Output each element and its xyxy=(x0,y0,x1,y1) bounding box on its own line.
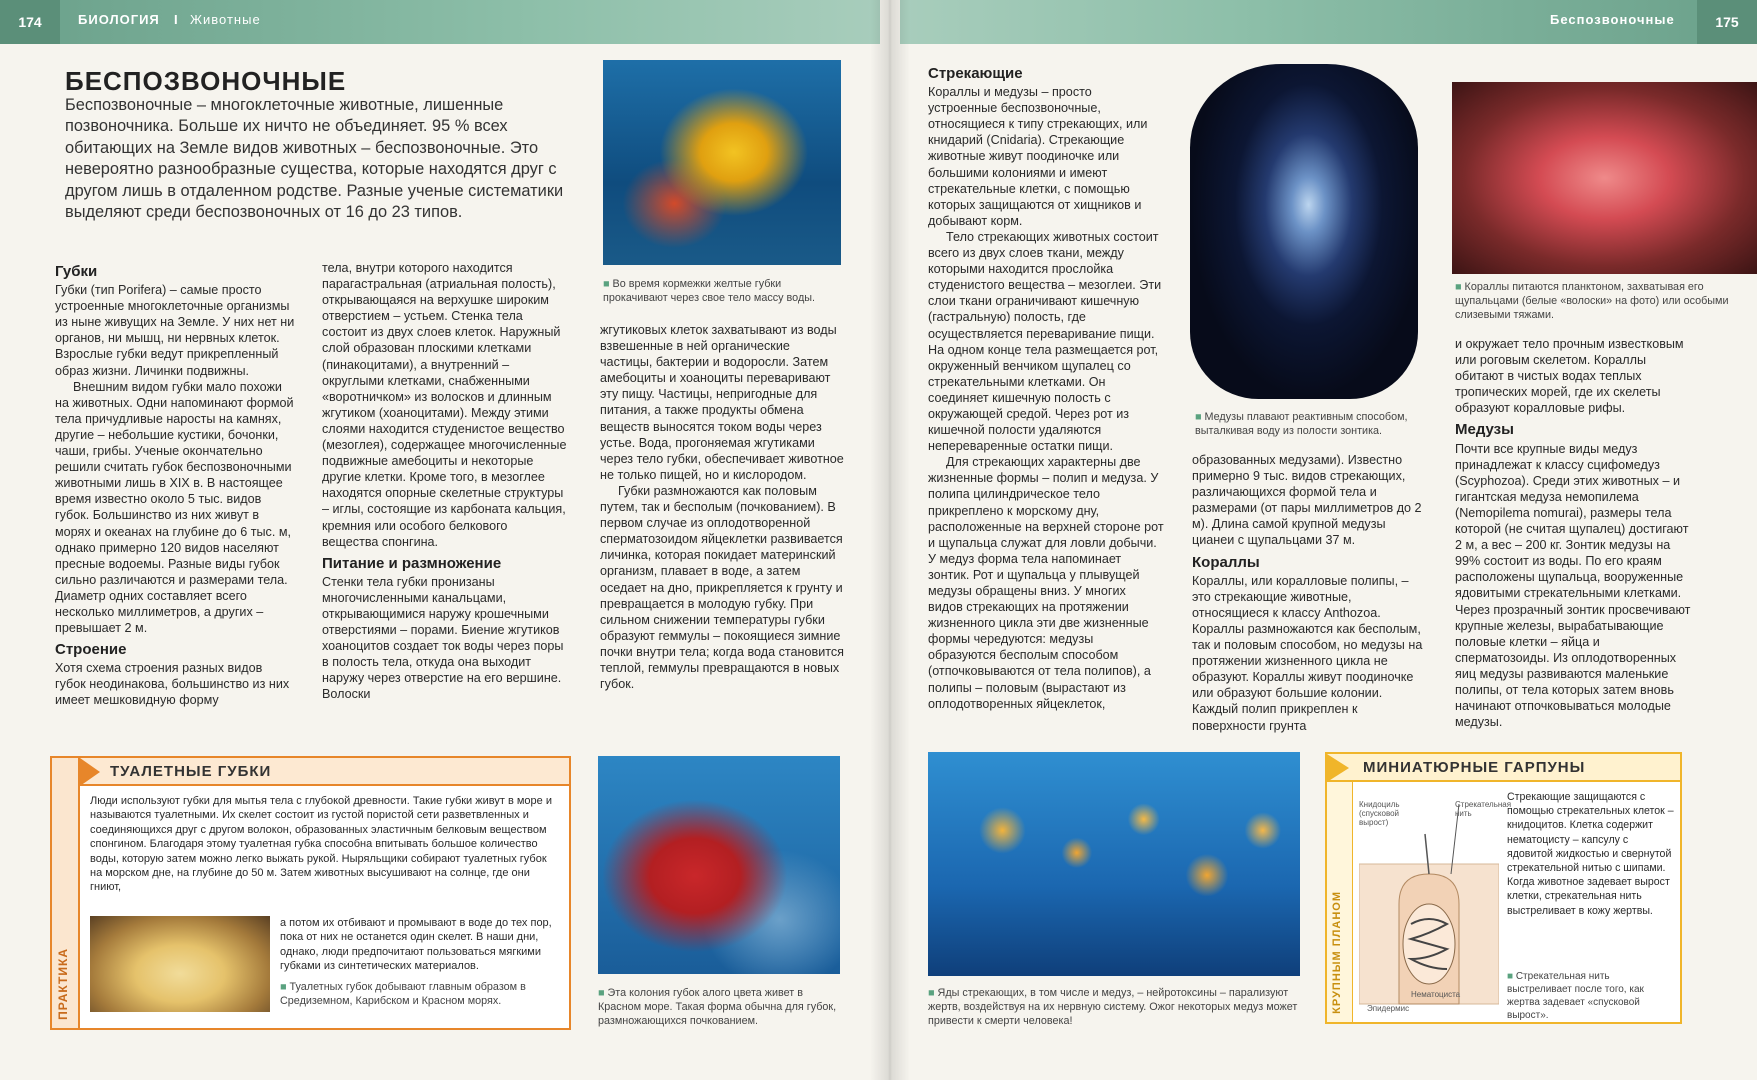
column-2 xyxy=(322,260,567,703)
paragraph: Для стрекающих характерны две жизненные формы – полип и медуза. У полипа цилиндрическое тело прикреплено к морскому дну, расположенные на верхней стороне рот и щупальца служат для ловли добычи. У медуз форма тела напоминает зонтик. Рот и щупальца у плывущей медузы обращены вниз. У многих видов стрекающих на протяжении жизненного цикла эти две жизненные формы чередуются: медузы образуются бесполым способом (отпочковываются от тела полипов), а полипы – половым (вырастают из оплодотворенных яйцеклеток, xyxy=(928,455,1164,711)
paragraph: Тело стрекающих животных состоит всего из двух слоев ткани, между которыми находится прослойка студенистого вещества – мезоглеи. Эти слои ткани ограничивают кишечную (гастральную) полость, где осуществляется переваривание пищи. На одном конце тела размещается рот, окруженный венчиком щупалец со стрекательными клетками. Он соединяет кишечную полость с окружающей средой. Через рот из кишечной полости удаляются непереваренные остатки пищи. xyxy=(928,229,1162,454)
caption-sponge: ■ Во время кормежки желтые губки прокачивают через свое тело массу воды. xyxy=(603,278,815,304)
practice-side-bar xyxy=(52,758,80,1028)
label-epidermis: Эпидермис xyxy=(1367,1004,1410,1013)
page-number-right: 175 xyxy=(1697,0,1757,44)
cnidocyte-diagram xyxy=(1359,794,1512,1014)
red-sponge-colony-photo xyxy=(598,756,840,974)
column-4 xyxy=(928,66,1164,712)
heading-jellyfish: Медузы xyxy=(1455,421,1514,439)
practice-text-2: а потом их отбивают и промывают в воде до тех пор, пока от них не останется один скелет. В наши дни, однако, люди предпочитают пользоваться мягкими губками из синтетических материалов. xyxy=(280,917,552,973)
cnidocyte-illustration xyxy=(1359,794,1512,1014)
yellow-sponge-photo xyxy=(603,60,841,265)
caption-medusa: ■ Медузы плавают реактивным способом, выталкивая воду из полости зонтика. xyxy=(1195,411,1408,437)
heading-structure: Строение xyxy=(55,641,127,659)
heading-corals: Кораллы xyxy=(1192,553,1260,571)
caption-harpoon: ■ Стрекательная нить выстреливает после того, как жертва задевает «спусковой вырост». xyxy=(1507,971,1644,1021)
chevron-right-icon xyxy=(1327,754,1349,782)
paragraph: жгутиковых клеток захватывают из воды взвешенные в ней органические частицы, бактерии и водоросли. Затем амебоциты и хоаноциты переваривают эту пищу. Частицы, непригодные для питания, а также продукты обмена веществ выносятся током воды через устье. Вода, прогоняемая жгутиками через тело губки, обеспечивает животное не только пищей, но и кислородом. xyxy=(600,323,844,482)
paragraph: и окружает тело прочным известковым или роговым скелетом. Кораллы обитают в чистых водах теплых тропических морей, где их скелеты образуют коралловые рифы. xyxy=(1455,337,1684,416)
heading-cnidaria: Стрекающие xyxy=(928,65,1023,82)
closeup-box-header xyxy=(1327,754,1680,782)
column-5 xyxy=(1192,452,1430,734)
paragraph: Губки размножаются как половым путем, так и бесполым (почкованием). В первом случае из оплодотворенной сперматозоидом яйцеклетки развивается личинка, которая покидает материнский организм, плавает в воде, а затем оседает на дно, прикрепляется к грунту и превращается в молодую губку. При сильном снижении температуры губки образуют геммулы – покоящиеся зимние почки внутри тела; когда вода становится теплой, геммулы превращаются в новых губок. xyxy=(600,483,844,692)
closeup-box-title: МИНИАТЮРНЫЕ ГАРПУНЫ xyxy=(1363,759,1586,776)
page-header-right xyxy=(900,0,1757,44)
practice-text-1: Люди используют губки для мытья тела с глубокой древности. Такие губки живут в море и называются туалетными. Их скелет состоит из густой пористой сети разветвленных и соединяющихся друг с другом волокон, образованных эластичным белковым веществом спонгином. Благодаря этому туалетная губка способна впитывать большое количество воды, которую затем можно легко выжать рукой. Ныряльщики собирают туалетных губок на морском дне, на глубине до 50 м. Затем животных высушивают на солнце, где они гниют, xyxy=(90,795,552,894)
coral-gorgonian-photo xyxy=(1452,82,1757,274)
paragraph: Кораллы, или коралловые полипы, – это стрекающие животные, относящиеся к классу Anthozoa. Кораллы размножаются как бесполым, так и половым способом, но медузы на протяжении жизненного цикла не образуют. Кораллы живут поодиночке или образуют большие колонии. Каждый полип прикреплен к поверхности грунта xyxy=(1192,573,1423,733)
paragraph: Стенки тела губки пронизаны многочисленными канальцами, открывающимися наружу крошечными отверстиями – порами. Биение жгутиков хоаноцитов создает ток воды через поры в полость тела, откуда она выходит наружу через отверстие на его вершине. Волоски xyxy=(322,574,564,702)
label-thread: Стрекательная нить xyxy=(1455,800,1512,818)
practice-box-toilet-sponges xyxy=(50,756,571,1030)
heading-sponges: Губки xyxy=(55,263,98,280)
paragraph: тела, внутри которого находится парагастральная (атриальная полость), открывающаяся на верхушке широким отверстием – устьем. Стенка тела состоит из двух слоев клеток. Наружный слой образован плоскими клетками (пинакоцитами), а внутренний – округлыми клетками, снабженными «воротничком» из волосков и длинным жгутиком (хоаноцитами). Между этими слоями находится студенистое вещество (мезоглея), содержащее многочисленные подвижные амебоциты и некоторые другие клетки. Кроме того, в мезоглее находятся опорные скелетные структуры – иглы, состоящие из карбоната кальция, кремния или особого белкового вещества спонгина. xyxy=(322,261,567,549)
intro-paragraph: Беспозвоночные – многоклеточные животные, лишенные позвоночника. Больше их ничто не объединяет. 95 % всех обитающих на Земле видов животных – беспозвоночные. Это невероятно разнообразные существа, которые находятся друг с другом лишь в отдаленном родстве. Разные ученые систематики выделяют среди беспозвоночных от 16 до 23 типов. xyxy=(65,96,564,222)
closeup-box-harpoons xyxy=(1325,752,1682,1024)
jellyfish-group-photo xyxy=(928,752,1300,976)
closeup-text-1: Стрекающие защищаются с помощью стрекательных клеток – книдоцитов. Клетка содержит нематоцисту – капсулу с ядовитой жидкостью и свернутой стрекательной нитью с шипами. Когда животное задевает вырост клетки, стрекательная нить выстреливает в кожу жертвы. xyxy=(1507,791,1674,917)
header-separator: I xyxy=(174,12,179,27)
label-nematocyst: Нематоциста xyxy=(1411,990,1461,999)
paragraph: Губки (тип Porifera) – самые просто устроенные многоклеточные организмы из ныне живущих на Земле. У них нет ни органов, ни мышц, ни нервных клеток. Взрослые губки ведут прикрепленный образ жизни. Личинки подвижны. xyxy=(55,283,295,378)
book-gutter xyxy=(870,0,910,1080)
label-cnidocil: Книдоциль (спусковой вырост) xyxy=(1359,800,1400,827)
caption-toilet: ■ Туалетных губок добывают главным образом в Средиземном, Карибском и Красном морях. xyxy=(280,981,526,1007)
page-header-left xyxy=(0,0,880,44)
medusa-photo xyxy=(1190,64,1418,399)
column-1 xyxy=(55,258,295,709)
section-name: БИОЛОГИЯ xyxy=(78,12,160,27)
paragraph: Хотя схема строения разных видов губок неодинакова, большинство из них имеет мешковидную форму xyxy=(55,661,290,708)
practice-side-label: ПРАКТИКА xyxy=(56,948,70,1020)
caption-jellies: ■ Яды стрекающих, в том числе и медуз, – нейротоксины – парализуют жертв, воздействуя на их нервную систему. Ожог некоторых медуз может привести к смерти человека! xyxy=(928,987,1298,1027)
toilet-sponges-photo xyxy=(90,916,270,1012)
page-number-left: 174 xyxy=(0,0,60,44)
paragraph: Кораллы и медузы – просто устроенные беспозвоночные, относящиеся к типу стрекающих, или книдарий (Cnidaria). Стрекающие животные живут поодиночке или большими колониями и имеют стрекательные клетки, с помощью которых защищаются от хищников и добывают корм. xyxy=(928,85,1148,228)
subsection-name: Животные xyxy=(190,12,261,27)
chapter-name: Беспозвоночные xyxy=(1550,12,1675,27)
paragraph: Внешним видом губки мало похожи на животных. Одни напоминают формой тела причудливые наросты на камнях, другие – небольшие кустики, бочонки, чаши, грибы. Ученые окончательно решили считать губок беспозвоночными животными лишь в XIX в. В настоящее время известно около 5 тыс. видов губок. Большинство из них живут в морях и океанах на глубине до 6 тыс. м, однако примерно 120 видов населяют пресные водоемы. Разные виды губок сильно различаются и размерами тела. Диаметр одних составляет всего несколько миллиметров, а других – превышает 2 м. xyxy=(55,379,294,636)
caption-red-colony: ■ Эта колония губок алого цвета живет в Красном море. Такая форма обычна для губок, размножающихся почкованием. xyxy=(598,987,837,1027)
closeup-side-label: КРУПНЫМ ПЛАНОМ xyxy=(1331,891,1343,1014)
caption-gorgon: ■ Кораллы питаются планктоном, захватывая его щупальцами (белые «волоски» на фото) или особыми слизевыми тяжами. xyxy=(1455,281,1729,321)
closeup-side-bar xyxy=(1327,782,1353,1022)
chevron-right-icon xyxy=(80,758,100,786)
paragraph: образованных медузами). Известно примерно 9 тыс. видов стрекающих, различающихся формой тела и размерами (от пары миллиметров до 2 м). Длина самой крупной медузы цианеи с щупальцами 37 м. xyxy=(1192,453,1422,548)
practice-box-header xyxy=(80,758,569,786)
heading-feeding: Питание и размножение xyxy=(322,554,502,572)
paragraph: Почти все крупные виды медуз принадлежат к классу сцифомедуз (Scyphozoa). Среди этих животных – и гигантская медуза немопилема (Nemopilema nomurai), размеры тела которой (не считая щупалец) достигают 2 м, а вес – 200 кг. Зонтик медузы на 99% состоит из воды. По его краям расположены щупальца, вооруженные ядовитыми стрекательными клетками. Через прозрачный зонтик просвечивают крупные железы, вырабатывающие половые клетки – яйца и сперматозоиды. Из оплодотворенных яиц медузы развиваются маленькие полипы, от тела которых затем вновь начинают отпочковываться молодые медузы. xyxy=(1455,441,1691,730)
practice-box-title: ТУАЛЕТНЫЕ ГУБКИ xyxy=(110,763,272,780)
column-3 xyxy=(600,322,845,692)
column-6 xyxy=(1455,336,1695,730)
page-title: БЕСПОЗВОНОЧНЫЕ xyxy=(65,66,347,96)
